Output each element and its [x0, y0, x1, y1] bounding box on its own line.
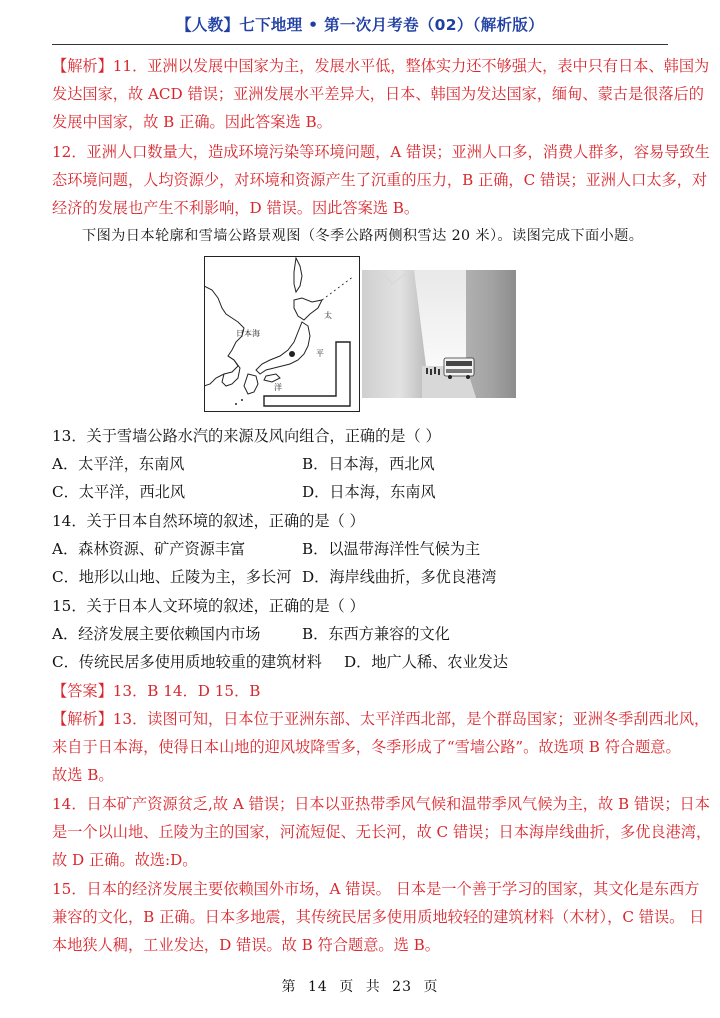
analysis-q14-line-3: 故 D 正确。故选:D。	[52, 851, 198, 869]
header-divider	[52, 44, 668, 45]
japan-figure	[204, 256, 516, 412]
analysis-q14-line-2: 是一个以山地、丘陵为主的国家，河流短促、无长河，故 C 错误；日本海岸线曲折，多优良港湾，	[52, 823, 712, 841]
analysis-q14-line-1: 14．日本矿产资源贫乏,故 A 错误；日本以亚热带季风气候和温带季风气候为主，故 B 错误；日本	[52, 795, 710, 813]
analysis-q13-line-2: 来自于日本海，使得日本山地的迎风坡降雪多，冬季形成了“雪墙公路”。故选项 B 符合题意。	[52, 738, 681, 756]
question-15-option-a: A．经济发展主要依赖国内市场	[52, 625, 261, 643]
question-14-option-d: D．海岸线曲折，多优良港湾	[302, 568, 497, 586]
analysis-q11-line-1: 【解析】11．亚洲以发展中国家为主，发展水平低，整体实力还不够强大，表中只有日本、韩国为	[52, 57, 710, 75]
analysis-q12-line-2: 态环境问题，人均资源少，对环境和资源产生了沉重的压力，B 正确，C 错误；亚洲人口太多，对	[52, 171, 708, 189]
question-15-option-b: B．东西方兼容的文化	[302, 625, 450, 643]
question-13-option-c: C．太平洋，西北风	[52, 483, 186, 501]
footer-word-di: 第	[281, 979, 297, 995]
footer-page-number: 14	[307, 979, 328, 995]
answer-key: 【答案】13．B 14．D 15．B	[52, 682, 261, 700]
analysis-q13-line-1: 【解析】13．读图可知，日本位于亚洲东部、太平洋西北部，是个群岛国家；亚洲冬季刮西北风，	[52, 710, 710, 728]
figure-intro: 下图为日本轮廓和雪墙公路景观图（冬季公路两侧积雪达 20 米）。读图完成下面小题。	[82, 228, 644, 244]
analysis-q13-line-3: 故选 B。	[52, 766, 114, 784]
question-15-option-c: C．传统民居多使用质地较重的建筑材料	[52, 653, 322, 671]
footer-word-gong: 共	[365, 979, 381, 995]
footer-total-pages: 23	[392, 979, 412, 995]
analysis-q15-line-1: 15．日本的经济发展主要依赖国外市场，A 错误。 日本是一个善于学习的国家，其文化是东西方	[52, 880, 700, 898]
analysis-q15-line-2: 兼容的文化，B 正确。日本多地震，其传统民居多使用质地较轻的建筑材料（木材），C 错误。 日	[52, 908, 705, 926]
question-14-option-b: B．以温带海洋性气候为主	[302, 540, 481, 558]
snow-wall-road-photo	[362, 270, 516, 398]
footer-word-ye: 页	[339, 979, 355, 995]
question-14-option-a: A．森林资源、矿产资源丰富	[52, 540, 246, 558]
analysis-q12-line-3: 经济的发展也产生不利影响，D 错误。因此答案选 B。	[52, 199, 420, 217]
map-label-sea-of-japan: 日本海	[236, 329, 260, 338]
page-header-title: 【人教】七下地理 • 第一次月考卷（02）（解析版）	[176, 16, 544, 34]
map-label-pacific-1: 太	[324, 311, 332, 320]
question-15-option-d: D．地广人稀、农业发达	[344, 653, 509, 671]
map-label-pacific-3: 洋	[274, 383, 282, 392]
question-13-option-d: D．日本海，东南风	[302, 483, 436, 501]
map-label-pacific-2: 平	[316, 349, 324, 358]
page-footer	[0, 976, 720, 996]
question-15-stem: 15．关于日本人文环境的叙述，正确的是（ ）	[52, 597, 365, 615]
question-14-stem: 14．关于日本自然环境的叙述，正确的是（ ）	[52, 512, 365, 530]
analysis-q11-line-2: 发达国家，故 ACD 错误；亚洲发展水平差异大，日本、韩国为发达国家，缅甸、蒙古是很落后的	[52, 85, 704, 103]
question-13-option-b: B．日本海，西北风	[302, 455, 435, 473]
analysis-q12-line-1: 12．亚洲人口数量大，造成环境污染等环境问题，A 错误；亚洲人口多，消费人群多，容易导致生	[52, 143, 710, 161]
question-13-option-a: A．太平洋，东南风	[52, 455, 185, 473]
question-13-stem: 13．关于雪墙公路水汽的来源及风向组合，正确的是（ ）	[52, 427, 441, 445]
japan-outline-map	[204, 256, 360, 412]
footer-word-ye-2: 页	[423, 979, 439, 995]
question-14-option-c: C．地形以山地、丘陵为主，多长河	[52, 568, 292, 586]
analysis-q11-line-3: 发展中国家，故 B 正确。因此答案选 B。	[52, 113, 332, 131]
analysis-q15-line-3: 本地狭人稠，工业发达，D 错误。故 B 符合题意。选 B。	[52, 936, 440, 954]
